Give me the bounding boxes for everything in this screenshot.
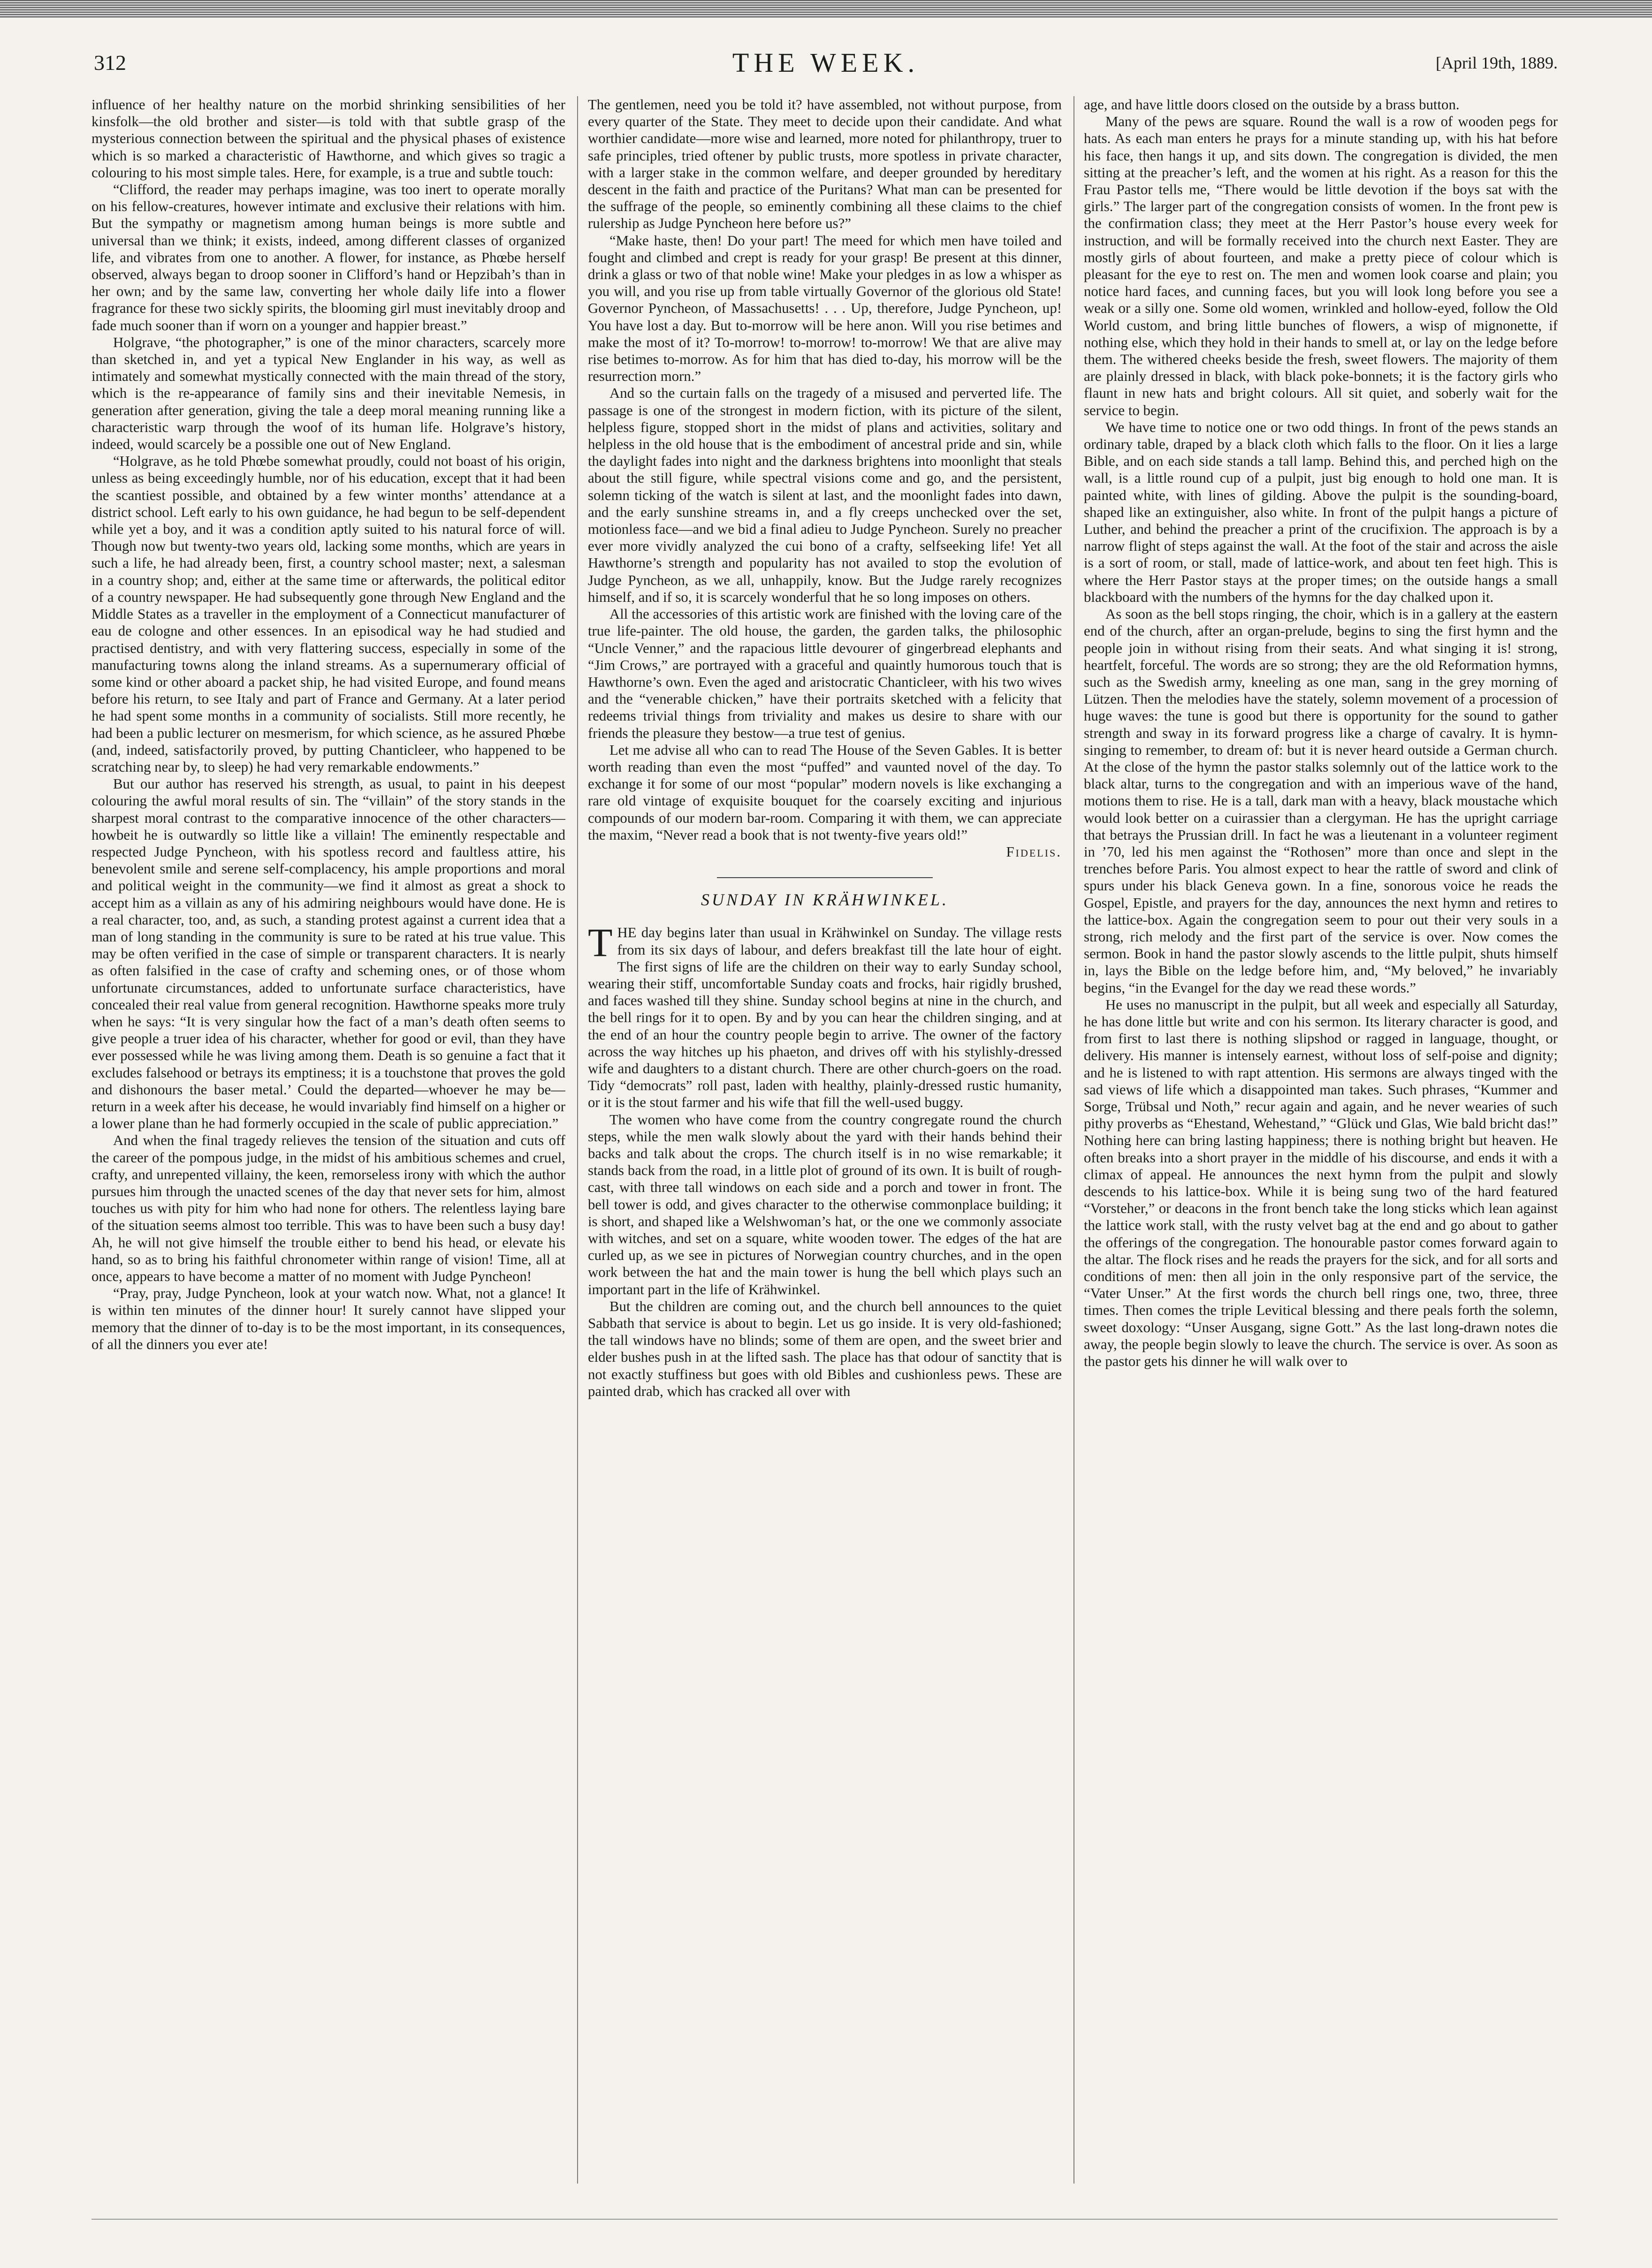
paragraph: But the children are coming out, and the church bell announces to the quiet Sabbath that service is about to begin. Let us go inside. It is very old-fashioned; the tall windows have no blinds; some of them are open, and the sweet brier and elder bushes push in at the lifted sash. The place has that odour of sanctity that is not exactly stuffiness but goes with old Bibles and cushionless pews. These are painted drab, which has cracked all over with	[588, 1298, 1062, 1399]
section-divider	[717, 877, 933, 878]
text-column-1	[91, 96, 565, 2216]
paragraph: All the accessories of this artistic work are finished with the loving care of the true life-painter. The old house, the garden, the garden talks, the philosophic “Uncle Venner,” and the rapacious little devourer of gingerbread elephants and “Jim Crows,” are portrayed with a graceful and quaintly humorous touch that is Hawthorne’s own. Even the aged and aristocratic Chanticleer, with his two wives and the “venerable chicken,” have their portraits sketched with a felicity that redeems trivial things from triviality and makes us desire to share with our friends the pleasure they bestow—a true test of genius.	[588, 606, 1062, 741]
column-divider	[577, 96, 578, 2184]
paragraph: influence of her healthy nature on the morbid shrinking sensibilities of her kinsfolk—the old brother and sister—is told with that subtle grasp of the mysterious connection between the spiritual and the physical phases of existence which is so marked a characteristic of Hawthorne, and which gives so tragic a colouring to his most simple tales. Here, for example, is a true and subtle touch:	[91, 97, 565, 181]
paragraph: “Holgrave, as he told Phœbe somewhat proudly, could not boast of his origin, unless as being exceedingly humble, nor of his education, except that it had been the scantiest possible, and obtained by a few winter months’ attendance at a district school. Left early to his own guidance, he had begun to be self-dependent while yet a boy, and it was a condition aptly suited to his natural force of will. Though now but twenty-two years old, lacking some months, which are years in such a life, he had already been, first, a country school master; next, a salesman in a country shop; and, either at the same time or afterwards, the political editor of a country newspaper. He had subsequently gone through New England and the Middle States as a traveller in the employment of a Connecticut manufacturer of eau de cologne and other essences. In an episodical way he had studied and practised dentistry, and with very flattering success, especially in some of the manufacturing towns along the inland streams. As a supernumerary official of some kind or other aboard a packet ship, he had visited Europe, and found means before his return, to see Italy and part of France and Germany. At a later period he had spent some months in a community of socialists. Still more recently, he had been a public lecturer on mesmerism, for which science, as he assured Phœbe (and, indeed, satisfactorily proved, by putting Chanticleer, who happened to be scratching near by, to sleep) he had very remarkable endowments.”	[91, 453, 565, 775]
text-column-3	[1084, 96, 1558, 2216]
drop-cap: T	[588, 920, 613, 965]
page-header	[94, 45, 1558, 82]
author-signature: Fidelis.	[1006, 843, 1062, 860]
paragraph: “Pray, pray, Judge Pyncheon, look at your watch now. What, not a glance! It is within ten minutes of the dinner hour! It surely cannot have slipped your memory that the dinner of to-day is to be the most important, in its consequences, of all the dinners you ever ate!	[91, 1285, 565, 1352]
paragraph-text: HE day begins later than usual in Krähwinkel on Sunday. The village rests from its six days of labour, and defers breakfast till the late hour of eight. The first signs of life are the children on their way to early Sunday school, wearing their stiff, uncomfortable Sunday coats and frocks, hair rigidly brushed, and faces washed till they shine. Sunday school begins at nine in the church, and the bell rings for it to open. By and by you can hear the children singing, and at the end of an hour the country people begin to arrive. The owner of the factory across the way hitches up his phaeton, and drives off with his stylishly-dressed wife and daughters to a distant church. There are other church-goers on the road. Tidy “democrats” roll past, laden with healthy, plainly-dressed rustic humanity, or it is the stout farmer and his wife that fill the well-used buggy.	[588, 925, 1062, 1111]
paragraph: age, and have little doors closed on the outside by a brass button.	[1084, 97, 1460, 113]
paragraph: “Clifford, the reader may perhaps imagine, was too inert to operate morally on his fellow-creatures, however intimate and exclusive their relations with him. But the sympathy or magnetism among human beings is more subtle and universal than we think; it exists, indeed, among different classes of organized life, and vibrates from one to another. A flower, for instance, as Phœbe herself observed, always began to droop sooner in Clifford’s hand or Hepzibah’s than in her own; and by the same law, converting her whole daily life into a flower fragrance for these two sickly spirits, the blooming girl must inevitably droop and fade much sooner than if worn on a younger and happier breast.”	[91, 182, 565, 334]
paragraph: But our author has reserved his strength, as usual, to paint in his deepest colouring the awful moral results of sin. The “villain” of the story stands in the sharpest moral contrast to the comparative innocence of the other characters—howbeit he is outwardly so little like a villain! The eminently respectable and respected Judge Pyncheon, with his spotless record and faultless attire, his benevolent smile and serene self-complacency, his ample proportions and moral and political weight in the community—we find it almost as great a shock to accept him as a villain as any of his admiring neighbours would have done. He is a real character, too, and, as such, a standing protest against a current idea that a man of long standing in the community is sure to be rated at his true value. This may be often verified in the case of simple or transparent characters. It is nearly as often falsified in the case of crafty and scheming ones, or of those whom unfortunate circumstances, added to unfortunate surface characteristics, have concealed their real value from general recognition. Hawthorne speaks more truly when he says: “It is very singular how the fact of a man’s death often seems to give people a truer idea of his character, whether for good or evil, than they have ever possessed while he was living among them. Death is so genuine a fact that it excludes falsehood or betrays its emptiness; it is a touchstone that proves the gold and dishonours the baser metal.’ Could the departed—whoever he may be—return in a week after his decease, he would invariably find himself on a higher or a lower plane than he had formerly occupied in the scale of public appreciation.”	[91, 776, 565, 1132]
paragraph: The gentlemen, need you be told it? have assembled, not without purpose, from every quarter of the State. They meet to decide upon their candidate. And what worthier candidate—more wise and learned, more noted for philanthropy, truer to safe principles, tried oftener by public trusts, more spotless in private character, with a larger stake in the common welfare, and deeper grounded by hereditary descent in the faith and practice of the Puritans? What man can be presented for the suffrage of the people, so eminently combining all these claims to the chief rulership as Judge Pyncheon here before us?”	[588, 97, 1062, 232]
bottom-rule	[91, 2219, 1558, 2220]
paragraph	[588, 920, 1062, 1111]
page-number: 312	[94, 51, 126, 75]
paragraph: Holgrave, “the photographer,” is one of the minor characters, scarcely more than sketched in, and yet a typical New Englander in his way, as well as intimately and somewhat mystically connected with the main thread of the story, which is the re-appearance of family sins and their inevitable Nemesis, in generation after generation, giving the tale a deep moral meaning running like a characteristic warp through the woof of its human life. Holgrave’s history, indeed, would scarcely be a possible one out of New England.	[91, 334, 565, 453]
paragraph: “Make haste, then! Do your part! The meed for which men have toiled and fought and climbed and crept is ready for your grasp! Be present at this dinner, drink a glass or two of that noble wine! Make your pledges in as low a whisper as you will, and you rise up from table virtually Governor of the glorious old State! Governor Pyncheon, of Massachusetts! . . . Up, therefore, Judge Pyncheon, up! You have lost a day. But to-morrow will be here anon. Will you rise betimes and make the most of it? To-morrow! to-morrow! to-morrow! We that are alive may rise betimes to-morrow. As for him that has died to-day, his morrow will be the resurrection morn.”	[588, 232, 1062, 385]
paragraph: He uses no manuscript in the pulpit, but all week and especially all Saturday, he has done little but write and con his sermon. Its literary character is good, and from first to last there is nothing slipshod or ragged in language, thought, or delivery. His manner is intensely earnest, without loss of self-poise and dignity; and he is listened to with rapt attention. His sermons are always tinged with the sad views of life which a disappointed man takes. Such phrases, “Kummer and Sorge, Trübsal und Noth,” recur again and again, and he never wearies of such pithy proverbs as “Ehestand, Wehestand,” “Glück und Glas, Wie bald bricht das!” Nothing here can bring lasting happiness; there is nothing bright but heaven. He often breaks into a short prayer in the middle of his discourse, and ends it with a climax of appeal. He announces the next hymn from the pulpit and slowly descends to his lattice-box. While it is being sung two of the hard featured “Vorsteher,” or deacons in the front bench take the long sticks which lean against the lattice work stall, with the rusty velvet bag at the end and go about to gather the offerings of the congregation. The honourable pastor comes forward again to the altar. The flock rises and he reads the prayers for the sick, and for all sorts and conditions of men: then all join in the only responsive part of the service, the “Vater Unser.” At the first words the church bell rings one, two, three, three times. Then comes the triple Levitical blessing and there peals forth the solemn, sweet doxology: “Unser Ausgang, signe Gott.” As the last long-drawn notes die away, the people begin slowly to leave the church. The service is over. As soon as the pastor gets his dinner he will walk over to	[1084, 996, 1558, 1370]
running-title: THE WEEK.	[732, 47, 920, 78]
article-title: SUNDAY IN KRÄHWINKEL.	[700, 890, 949, 910]
paragraph: Many of the pews are square. Round the wall is a row of wooden pegs for hats. As each man enters he prays for a minute standing up, with his hat before his face, then hangs it up, and sits down. The congregation is divided, the men sitting at the preacher’s left, and the women at his right. As a reason for this the Frau Pastor tells me, “There would be little devotion if the boys sat with the girls.” The larger part of the congregation consists of women. In the front pew is the confirmation class; they meet at the Herr Pastor’s house every week for instruction, and will be formally received into the church next Easter. They are mostly girls of about fourteen, and make a pretty piece of colour which is pleasant for the eye to rest on. The men and women look coarse and plain; you notice hard faces, and cunning faces, but you will look long before you see a weak or a silly one. Some old women, wrinkled and hollow-eyed, follow the Old World custom, and bring little bunches of flowers, a wisp of mignonette, if nothing else, which they hold in their hands to smell at, or lay on the ledge before them. The withered cheeks beside the fresh, sweet flowers. The majority of them are plainly dressed in black, with black poke-bonnets; it is the factory girls who flaunt in new hats and bright colours. All sit quiet, and soberly wait for the service to begin.	[1084, 114, 1558, 418]
paragraph: We have time to notice one or two odd things. In front of the pews stands an ordinary table, draped by a black cloth which falls to the floor. On it lies a large Bible, and on each side stands a tall lamp. Behind this, and perched high on the wall, is a little round cup of a pulpit, just big enough to hold one man. It is painted white, with lines of gilding. Above the pulpit is the sounding-board, shaped like an extinguisher, also white. In front of the pulpit hangs a picture of Luther, and behind the preacher a print of the crucifixion. The approach is by a narrow flight of steps against the wall. At the foot of the stair and across the aisle is a sort of room, or stall, made of lattice-work, and about ten feet high. This is where the Herr Pastor stays at the proper times; on the outside hangs a small blackboard with the numbers of the hymns for the day chalked upon it.	[1084, 419, 1558, 605]
issue-date: [April 19th, 1889.	[1436, 53, 1558, 72]
paragraph: Let me advise all who can to read The House of the Seven Gables. It is better worth reading than even the most “puffed” and vaunted novel of the day. To exchange it for some of our most “popular” modern novels is like exchanging a rare old vintage of exquisite bouquet for the coarsely exciting and injurious compounds of our modern bar-room. Comparing it with them, we can appreciate the maxim, “Never read a book that is not twenty-five years old!”	[588, 742, 1062, 843]
paragraph: The women who have come from the country congregate round the church steps, while the men walk slowly about the yard with their hands behind their backs and talk about the crops. The church itself is in no wise remarkable; it stands back from the road, in a little plot of ground of its own. It is built of rough-cast, with three tall windows on each side and a porch and tower in front. The bell tower is odd, and gives character to the otherwise commonplace building; it is short, and shaped like a Welshwoman’s hat, or the one we commonly associate with witches, and set on a square, white wooden tower. The edges of the hat are curled up, as we see in pictures of Norwegian country churches, and in the open work between the hat and the main tower is hung the bell which plays such an important part in the life of Krähwinkel.	[588, 1111, 1062, 1297]
paragraph: And so the curtain falls on the tragedy of a misused and perverted life. The passage is one of the strongest in modern fiction, with its picture of the silent, helpless figure, stopped short in the midst of plans and activities, solitary and helpless in the old house that is the embodiment of ancestral pride and sin, while the daylight fades into night and the darkness brightens into moonlight that steals about the still figure, while spectral visions come and go, and the persistent, solemn ticking of the watch is silent at last, and the moonlight fades into dawn, and the early sunshine streams in, and a fly creeps unchecked over the set, motionless face—and we bid a final adieu to Judge Pyncheon. Surely no preacher ever more vividly analyzed the cui bono of a crafty, selfseeking life! Yet all Hawthorne’s strength and popularity has not availed to stop the evolution of Judge Pyncheon, as we all, unhappily, know. But the Judge rarely recognizes himself, and if so, it is scarcely wonderful that he so long imposes on others.	[588, 385, 1062, 605]
paragraph: And when the final tragedy relieves the tension of the situation and cuts off the career of the pompous judge, in the midst of his ambitious schemes and cruel, crafty, and unrepented villainy, the keen, remorseless irony with which the author pursues him through the unacted scenes of the day that never sets for him, almost touches us with pity for him who had none for others. The relentless laying bare of the situation seems almost too terrible. This was to have been such a busy day! Ah, he will not give himself the trouble either to bend his head, or elevate his hand, so as to bring his faithful chronometer within range of vision! Time, all at once, appears to have become a matter of no moment with Judge Pyncheon!	[91, 1132, 565, 1285]
top-border-rule	[0, 0, 1652, 18]
text-column-2	[588, 96, 1062, 2216]
column-divider	[1073, 96, 1074, 2184]
paragraph: As soon as the bell stops ringing, the choir, which is in a gallery at the eastern end of the church, after an organ-prelude, begins to sing the first hymn and the people join in without rising from their seats. And what singing it is! strong, heartfelt, forceful. The words are so strong; they are the old Reformation hymns, such as the Swedish army, kneeling as one man, sang in the grey morning of Lützen. Then the melodies have the stately, solemn movement of a procession of huge waves: the tune is good but there is opportunity for the sound to gather strength and sway in its forward progress like a charge of cavalry. It is hymn-singing to remember, to dream of: but it is never heard outside a German church. At the close of the hymn the pastor stalks solemnly out of the lattice work to the black altar, turns to the congregation and with an imperious wave of the hand, motions them to rise. He is a tall, dark man with a heavy, black moustache which would look better on a cuirassier than a clergyman. He has the upright carriage that betrays the Prussian drill. In fact he was a lieutenant in a volunteer regiment in ’70, led his men against the “Rothosen” more than once and slept in the trenches before Paris. You almost expect to hear the rattle of sword and clink of spurs under his black Geneva gown. In a fine, sonorous voice he reads the Gospel, Epistle, and prayers for the day, announces the next hymn and retires to the lattice-box. Again the congregation seem to pour out their very souls in a strong, rich melody and the first part of the service is over. Now comes the sermon. Book in hand the pastor slowly ascends to the little pulpit, shuts himself in, lays the Bible on the ledge before him, and, “My beloved,” he invariably begins, “in the Evangel for the day we read these words.”	[1084, 606, 1558, 996]
